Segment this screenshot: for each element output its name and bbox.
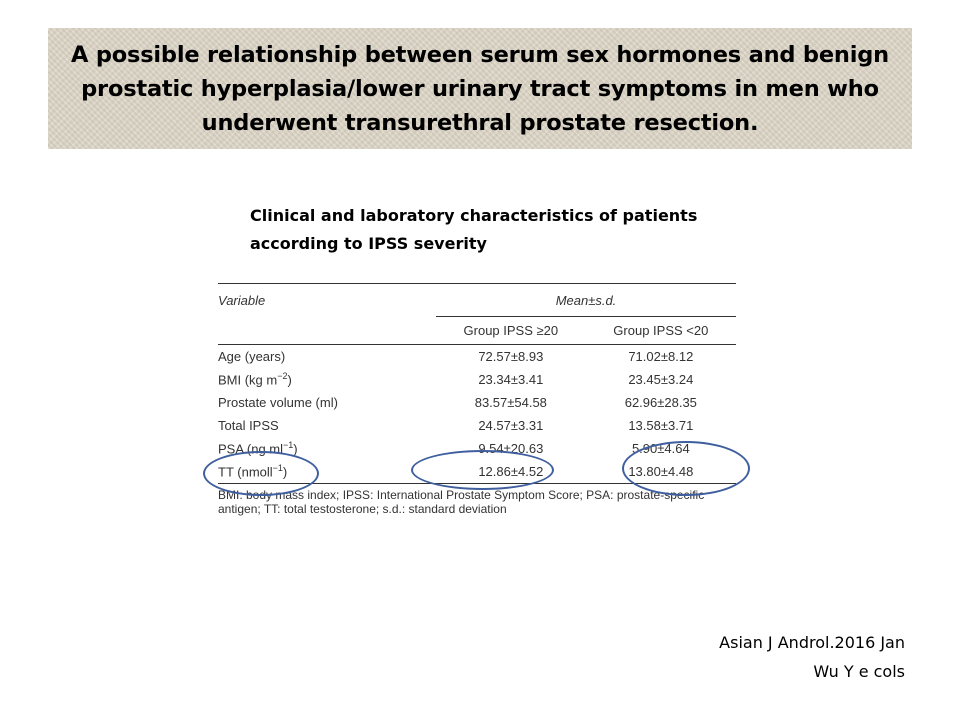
header-group-ipss-high: Group IPSS ≥20 — [436, 317, 586, 345]
title-banner — [48, 28, 912, 149]
row-group2-value: 62.96±28.35 — [624, 395, 697, 410]
row-group1-value: 83.57±54.58 — [474, 395, 547, 410]
row-group1-value: 24.57±3.31 — [478, 418, 544, 433]
row-variable: Prostate volume (ml) — [218, 395, 338, 410]
table-row — [218, 391, 736, 414]
row-variable: BMI (kg $m^{-2}$) — [218, 371, 292, 388]
row-group1-value: 23.34±3.41 — [478, 372, 544, 387]
table-caption: Clinical and laboratory characteristics of patients according to IPSS severity — [250, 206, 698, 253]
row-variable: PSA (ng $ml^{-1}$) — [218, 440, 298, 457]
table-row — [218, 368, 736, 391]
header-group-ipss-low: Group IPSS <20 — [586, 317, 736, 345]
citation-journal: Asian J Androl.2016 Jan — [719, 633, 905, 652]
row-group2-value: 23.45±3.24 — [628, 372, 694, 387]
citation — [719, 628, 905, 686]
table-header-row — [218, 284, 736, 317]
row-group1-value: 12.86±4.52 — [436, 460, 586, 484]
slide-title: A possible relationship between serum sex hormones and benign prostatic hyperplasia/lower urinary tract symptoms in men who underwent transurethral prostate resection. — [71, 41, 889, 136]
row-group2-value: 5.90±4.64 — [631, 441, 690, 456]
header-variable: Variable — [218, 284, 436, 317]
highlight-oval-tt-group2 — [622, 441, 750, 496]
table-row — [218, 414, 736, 437]
citation-authors: Wu Y e cols — [813, 662, 905, 681]
row-group2-value: 13.80±4.48 — [586, 460, 736, 484]
highlight-oval-tt-group1 — [411, 450, 554, 490]
table-footnote: BMI: body mass index; IPSS: International Prostate Symptom Score; PSA: prostate-specific antigen; TT: total testosterone; s.d.: standard deviation — [218, 488, 705, 516]
row-group2-value: 13.58±3.71 — [628, 418, 694, 433]
header-empty — [218, 317, 436, 345]
row-group1-value: 72.57±8.93 — [478, 349, 544, 364]
row-group2-value: 71.02±8.12 — [628, 349, 694, 364]
header-mean-sd: Mean±s.d. — [436, 284, 736, 317]
row-group1-value: 9.54±20.63 — [478, 441, 544, 456]
row-variable: Total IPSS — [218, 418, 279, 433]
table-subheader-row — [218, 317, 736, 345]
row-variable: TT (nmoll$^{-1}$) — [218, 460, 436, 484]
row-variable: Age (years) — [218, 349, 286, 364]
table-row — [218, 345, 736, 369]
highlight-oval-tt-label — [203, 451, 319, 496]
